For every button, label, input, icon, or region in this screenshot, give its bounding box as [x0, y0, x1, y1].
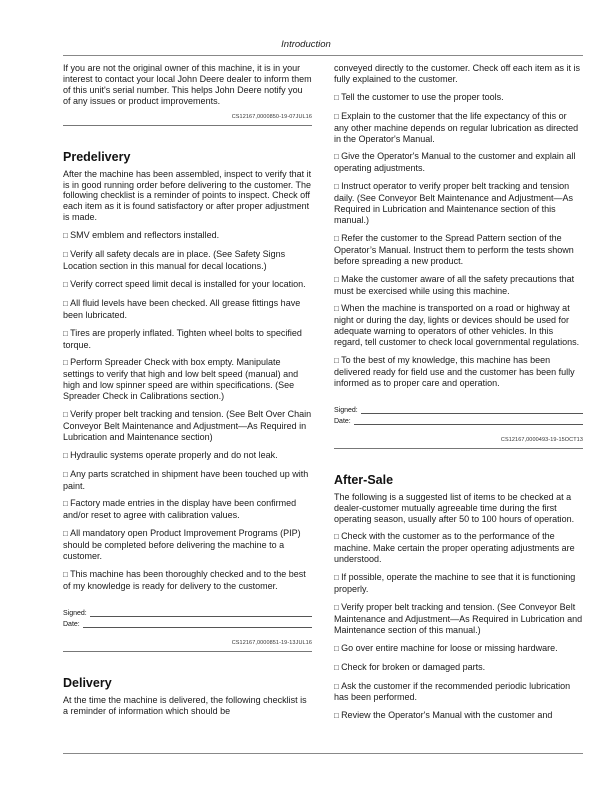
after-sale-intro: The following is a suggested list of items to be checked at a dealer-customer mutually agreeable time during the first operating season, usually after 50 to 100 hours of operation. — [334, 491, 575, 524]
delivery-checklist-item: □ Tell the customer to use the proper tools. — [334, 92, 583, 104]
predelivery-signed-line — [63, 609, 312, 617]
predelivery-checklist-item: □ Any parts scratched in shipment have been touched up with paint. — [63, 469, 312, 492]
signed-blank[interactable] — [90, 609, 312, 617]
delivery-checklist-item: □ Make the customer aware of all the safety precautions that must be exercised while using this machine. — [334, 274, 583, 297]
date-blank[interactable] — [83, 620, 312, 628]
signed-label: Signed: — [334, 406, 358, 414]
after-sale-heading: After-Sale — [334, 472, 394, 487]
delivery-checklist-item: □ Explain to the customer that the life expectancy of this or any other machine depends on regular lubrication as directed in the Operator's Manual. — [334, 111, 583, 145]
delivery-heading: Delivery — [63, 675, 112, 690]
predelivery-checklist-item: □ Verify proper belt tracking and tension. (See Belt Over Chain Conveyor Belt Maintenance and Adjustment—As Required in Lubrication and Maintenance section) — [63, 409, 312, 443]
date-blank[interactable] — [354, 417, 583, 425]
signed-label: Signed: — [63, 609, 87, 617]
signed-blank[interactable] — [361, 406, 583, 414]
page-header-section-title: Introduction — [281, 39, 331, 50]
right-column — [334, 63, 583, 729]
delivery-checklist-item: □ To the best of my knowledge, this machine has been delivered ready for field use and the customer has been fully informed as to proper care and operation. — [334, 355, 583, 389]
delivery-checklist-item: □ Give the Operator's Manual to the customer and explain all operating adjustments. — [334, 151, 583, 174]
delivery-checklist-item: □ When the machine is transported on a road or highway at night or during the day, lights or devices should be used for adequate warning to operators of other vehicles. In this regard, tell customer to check local governmental regulations. — [334, 303, 583, 348]
predelivery-checklist-item: □ All mandatory open Product Improvement Programs (PIP) should be completed before delivering the machine to a customer. — [63, 528, 312, 562]
delivery-reference: CS12167,0000493-19-15OCT13 — [334, 437, 583, 449]
after-sale-checklist-item: □ Review the Operator's Manual with the customer and — [334, 710, 583, 722]
after-sale-checklist-item: □ Go over entire machine for loose or missing hardware. — [334, 643, 583, 655]
delivery-checklist-item: □ Instruct operator to verify proper belt tracking and tension daily. (See Conveyor Belt Maintenance and Adjustment—As Required in Lubrication and Maintenance section of this manual.) — [334, 181, 583, 226]
after-sale-checklist-item: □ Check with the customer as to the performance of the machine. Make certain the proper operating adjustments are understood. — [334, 531, 583, 565]
header-divider — [63, 55, 583, 56]
owner-notice-reference: CS12167,0000850-19-07JUL16 — [63, 114, 312, 126]
owner-notice-text: If you are not the original owner of this machine, it is in your interest to contact your local John Deere dealer to inform them of this unit's serial number. This helps John Deere notify you of any issues or product improvements. — [63, 63, 312, 106]
predelivery-checklist-item: □ This machine has been thoroughly checked and to the best of my knowledge is ready for delivery to the customer. — [63, 569, 312, 592]
predelivery-checklist-item: □ Verify all safety decals are in place. (See Safety Signs Location section in this manual for decal locations.) — [63, 249, 312, 272]
predelivery-date-line — [63, 620, 312, 628]
delivery-intro-continued: conveyed directly to the customer. Check off each item as it is fully explained to the customer. — [334, 63, 580, 84]
delivery-signed-line — [334, 406, 583, 414]
date-label: Date: — [334, 417, 351, 425]
predelivery-checklist-item: □ Factory made entries in the display have been confirmed and/or reset to agree with calibration values. — [63, 498, 312, 521]
after-sale-checklist-item: □ If possible, operate the machine to see that it is functioning properly. — [334, 572, 583, 595]
predelivery-checklist-item: □ Hydraulic systems operate properly and do not leak. — [63, 450, 312, 462]
predelivery-checklist-item: □ SMV emblem and reflectors installed. — [63, 230, 312, 242]
delivery-checklist-item: □ Refer the customer to the Spread Pattern section of the Operator’s Manual. Instruct them to perform the tests shown before spreading a new product. — [334, 233, 583, 267]
predelivery-checklist-item: □ Perform Spreader Check with box empty. Manipulate settings to verify that high and low belt speed (manual) and high and low spinner speed are within specifications. (See Spreader Check in Calibrations section.) — [63, 357, 312, 402]
predelivery-checklist-item: □ Verify correct speed limit decal is installed for your location. — [63, 279, 312, 291]
after-sale-checklist-item: □ Verify proper belt tracking and tension. (See Conveyor Belt Maintenance and Adjustment—As Required in Lubrication and Maintenance section of this manual.) — [334, 602, 583, 636]
predelivery-intro: After the machine has been assembled, inspect to verify that it is in good running order before delivering to the customer. The following checklist is a reminder of points to inspect. Check off each item as it is found satisfactory or after proper adjustment is made. — [63, 168, 312, 223]
delivery-date-line — [334, 417, 583, 425]
after-sale-checklist-item: □ Check for broken or damaged parts. — [334, 662, 583, 674]
delivery-intro: At the time the machine is delivered, the following checklist is a reminder of information which should be — [63, 694, 307, 716]
left-column — [63, 63, 312, 724]
predelivery-reference: CS12167,0000851-19-13JUL16 — [63, 640, 312, 652]
footer-divider — [63, 753, 583, 754]
after-sale-checklist-item: □ Ask the customer if the recommended periodic lubrication has been performed. — [334, 681, 583, 704]
predelivery-checklist-item: □ All fluid levels have been checked. All grease fittings have been lubricated. — [63, 298, 312, 321]
predelivery-checklist-item: □ Tires are properly inflated. Tighten wheel bolts to specified torque. — [63, 328, 312, 351]
predelivery-heading: Predelivery — [63, 149, 131, 164]
date-label: Date: — [63, 620, 80, 628]
